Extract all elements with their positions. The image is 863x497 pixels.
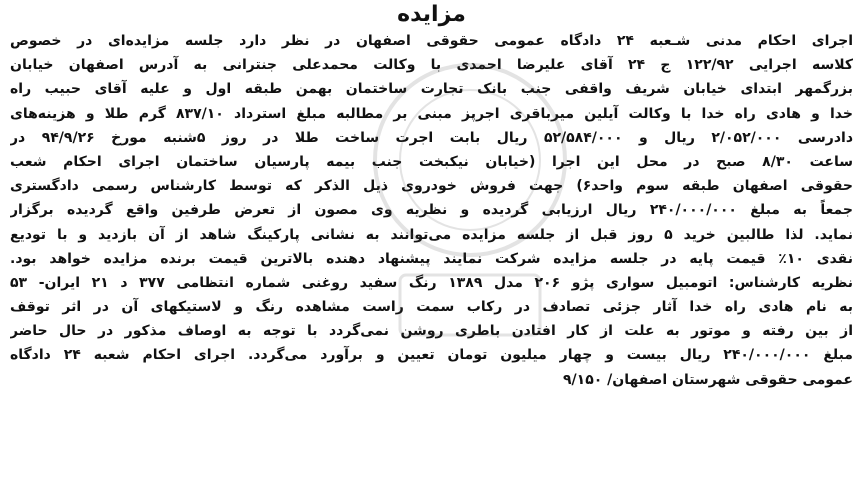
- body-line: جمعاً به مبلغ ۲۴۰/۰۰۰/۰۰۰ ریال ارزیابی گردیده و نظریه وی مصون از تعرض طرفین واقع گردیده برگزار: [10, 202, 853, 219]
- body-line: مبلغ ۲۴۰/۰۰۰/۰۰۰ ریال بیست و چهار میلیون تومان تعیین و برآورد می‌گردد. اجرای احکام شعبه ۲۴ دادگاه: [10, 347, 853, 364]
- notice-body: [10, 29, 853, 392]
- body-line: حقوقی اصفهان طبقه سوم واحد۶) جهت فروش خودروی ذیل الذکر که توسط کارشناس رسمی دادگستری: [10, 178, 853, 195]
- body-line: اجرای احکام مدنی شـعبه ۲۴ دادگاه عمومی حقوقی اصفهان در نظر دارد جلسه مزایده‌ای در خصوص: [10, 33, 853, 49]
- body-line: نماید. لذا طالبین خرید ۵ روز قبل از جلسه مزایده می‌توانند به نشانی پارکینگ شاهد از آن بازدید و با تودیع: [10, 226, 853, 243]
- body-line: به نام هادی راه خدا آثار جزئی تصادف در رکاب سمت راست مشاهده رنگ و لاستیکهای آن در اثر توقف: [10, 299, 853, 316]
- body-line: ساعت ۸/۳۰ صبح در محل این اجرا (خیابان نیکبخت جنب بیمه پارسیان ساختمان اجرای احکام شعب: [10, 153, 853, 170]
- body-line: نظریه کارشناس: اتومبیل سواری پژو ۲۰۶ مدل ۱۳۸۹ رنگ سفید روغنی شماره انتظامی ۳۷۷ د ۲۱ ایران- ۵۳: [10, 274, 853, 291]
- body-line: دادرسی ۲/۰۵۲/۰۰۰ ریال و ۵۲/۵۸۴/۰۰۰ ریال بابت اجرت ساخت طلا در روز ۵شنبه مورخ ۹۴/۹/۲۶ در: [10, 129, 853, 146]
- body-line: از بین رفته و موتور به علت از کار افتادن باطری روشن نمی‌گردد با توجه به اوصاف مذکور در حال حاضر: [10, 323, 853, 340]
- body-line: خدا و هادی راه خدا با وکالت آیلین میرباقری اجرپز مبنی بر مطالبه مبلغ استرداد ۸۳۷/۱۰ گرم طلا و هزینه‌های: [10, 105, 853, 122]
- body-line: بزرگمهر ابتدای خیابان شریف واقفی جنب بانک تجارت ساختمان بهمن طبقه اول و علیه آقای حبیب راه: [10, 81, 853, 98]
- body-line: نقدی ۱۰٪ قیمت پایه در جلسه مزایده شرکت نمایند پیشنهاد دهنده بالاترین قیمت برنده مزایده خواهد بود.: [10, 250, 853, 267]
- body-line: کلاسه اجرایی ۱۲۲/۹۲ ج ۲۴ آقای علیرضا احمدی با وکالت محمدعلی جنترانی به آدرس اصفهان خیابان: [10, 57, 853, 74]
- body-line: عمومی حقوقی شهرستان اصفهان/ ۹/۱۵۰: [563, 371, 853, 388]
- notice-title: مزایده: [397, 2, 466, 27]
